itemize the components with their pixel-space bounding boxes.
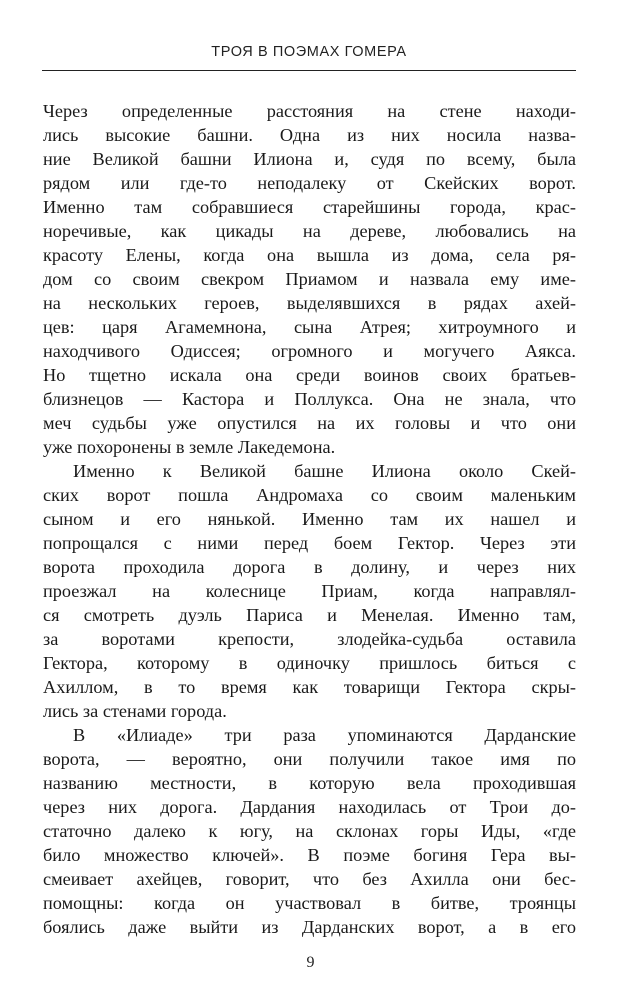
text-line: сыном и его нянькой. Именно там их нашел и (43, 509, 576, 529)
text-line: уже похоронены в земле Лакедемона. (43, 437, 336, 457)
header-rule (42, 70, 576, 71)
text-line: через них дорога. Дардания находилась от Трои до- (43, 797, 576, 817)
text-line: названию местности, в которую вела проходившая (43, 773, 576, 793)
text-line: Именно к Великой башне Илиона около Скей- (73, 461, 576, 481)
text-line: Через определенные расстояния на стене находи- (43, 101, 576, 121)
text-line: ние Великой башни Илиона и, судя по всему, была (43, 149, 576, 169)
page-number: 9 (306, 954, 315, 971)
text-line: дом со своим свекром Приамом и назвала ему име- (43, 269, 576, 289)
text-line: попрощался с ними перед боем Гектор. Через эти (43, 533, 576, 553)
text-line: Ахиллом, в то время как товарищи Гектора скры- (43, 677, 576, 697)
text-line: проезжал на колеснице Приам, когда направлял- (43, 581, 576, 601)
text-line: ских ворот пошла Андромаха со своим маленьким (43, 485, 576, 505)
text-line: Именно там собравшиеся старейшины города, крас- (43, 197, 576, 217)
text-line: ворота проходила дорога в долину, и через них (43, 557, 576, 577)
text-line: меч судьбы уже опустился на их головы и что они (43, 413, 576, 433)
text-line: ся смотреть дуэль Париса и Менелая. Именно там, (43, 605, 576, 625)
text-line: близнецов — Кастора и Поллукса. Она не знала, что (43, 389, 576, 409)
text-line: ворота, — вероятно, они получили такое имя по (43, 749, 576, 769)
text-line: Но тщетно искала она среди воинов своих братьев- (43, 365, 576, 385)
text-line: на нескольких героев, выделявшихся в рядах ахей- (43, 293, 576, 313)
text-line: рядом или где-то неподалеку от Скейских ворот. (43, 173, 576, 193)
text-line: норечивые, как цикады на дереве, любовались на (43, 221, 576, 241)
text-line: боялись даже выйти из Дарданских ворот, а в его (43, 917, 576, 937)
text-line: било множество ключей». В поэме богиня Гера вы- (43, 845, 576, 865)
text-line: смеивает ахейцев, говорит, что без Ахилла они бес- (43, 869, 576, 889)
running-header: ТРОЯ В ПОЭМАХ ГОМЕРА (211, 44, 407, 60)
text-line: помощны: когда он участвовал в битве, троянцы (43, 893, 576, 913)
text-line: за воротами крепости, злодейка-судьба оставила (43, 629, 576, 649)
text-line: статочно далеко к югу, на склонах горы Иды, «где (43, 821, 576, 841)
text-line: цев: царя Агамемнона, сына Атрея; хитроумного и (43, 317, 576, 337)
text-line: лись высокие башни. Одна из них носила назва- (43, 125, 576, 145)
text-line: Гектора, которому в одиночку пришлось биться с (43, 653, 576, 673)
text-line: В «Илиаде» три раза упоминаются Дарданские (73, 725, 576, 745)
text-line: лись за стенами города. (43, 701, 227, 721)
text-line: красоту Елены, когда она вышла из дома, села ря- (43, 245, 576, 265)
text-line: находчивого Одиссея; огромного и могучего Аякса. (43, 341, 576, 361)
